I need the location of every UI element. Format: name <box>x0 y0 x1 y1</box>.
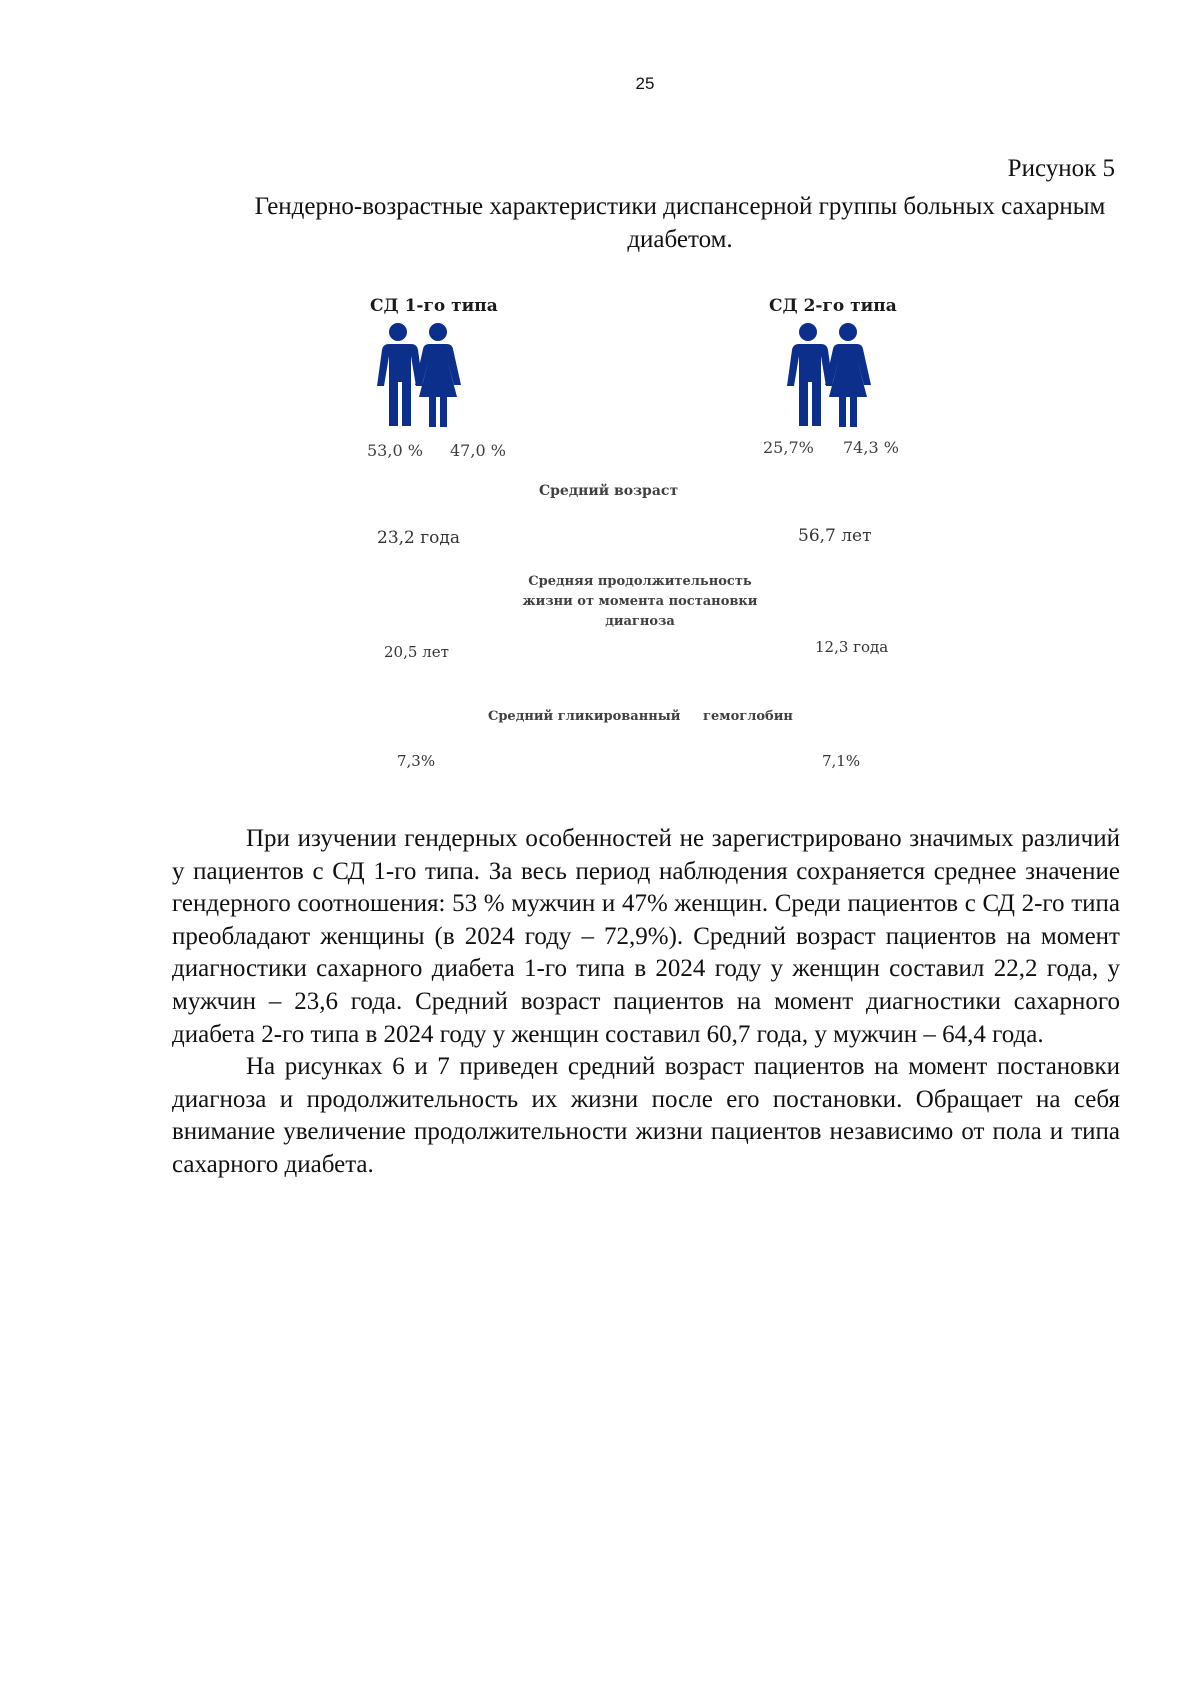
type2-life-expectancy: 12,3 года <box>815 638 889 656</box>
type2-mean-age: 56,7 лет <box>798 526 872 546</box>
figure-title: Гендерно-возрастные характеристики диспансерной группы больных сахарным диабетом. <box>254 193 1106 253</box>
paragraph-2: На рисунках 6 и 7 приведен средний возраст пациентов на момент постановки диагноза и продолжительность их жизни после его постановки. Обращает на себя внимание увеличение продолжительности жизни пациентов независимо от пола и типа сахарного диабета. <box>172 1053 1120 1178</box>
type1-male-percent: 53,0 % <box>367 441 423 460</box>
type2-hba1c: 7,1% <box>822 752 861 770</box>
figure-label: Рисунок 5 <box>1007 155 1115 182</box>
type2-heading: СД 2-го типа <box>769 296 897 316</box>
page-number: 25 <box>635 74 655 93</box>
type1-female-percent: 47,0 % <box>450 441 506 460</box>
life-expectancy-label-line2: жизни от момента постановки <box>522 594 758 609</box>
paragraph-1: При изучении гендерных особенностей не зарегистрировано значимых различий у пациентов с СД 1-го типа. За весь период наблюдения сохраняется среднее значение гендерного соотношения: 53 % мужчин и 47% женщин. Среди пациентов с СД 2-го типа преобладают женщины (в 2024 году – 72,9%). Средний возраст пациентов на момент диагностики сахарного диабета 1-го типа в 2024 году у женщин составил 22,2 года, у мужчин – 23,6 года. Средний возраст пациентов на момент диагностики сахарного диабета 2-го типа в 2024 году у женщин составил 60,7 года, у мужчин – 64,4 года. <box>172 825 1120 1048</box>
type2-female-percent: 74,3 % <box>843 438 899 457</box>
body-text <box>172 823 1120 1182</box>
type1-life-expectancy: 20,5 лет <box>384 643 449 661</box>
type2-man-woman-icon <box>778 320 878 430</box>
mean-age-label: Средний возраст <box>539 483 679 499</box>
hba1c-label: Средний гликированный гемоглобин <box>488 709 793 724</box>
type2-male-percent: 25,7% <box>763 438 814 457</box>
life-expectancy-label <box>510 572 770 632</box>
life-expectancy-label-line1: Средняя продолжительность <box>528 574 752 589</box>
type1-hba1c: 7,3% <box>397 752 436 770</box>
type1-mean-age: 23,2 года <box>377 528 460 548</box>
type1-heading: СД 1-го типа <box>370 296 498 316</box>
infographic <box>0 0 1200 800</box>
type1-man-woman-icon <box>368 320 468 430</box>
life-expectancy-label-line3: диагноза <box>605 614 675 629</box>
